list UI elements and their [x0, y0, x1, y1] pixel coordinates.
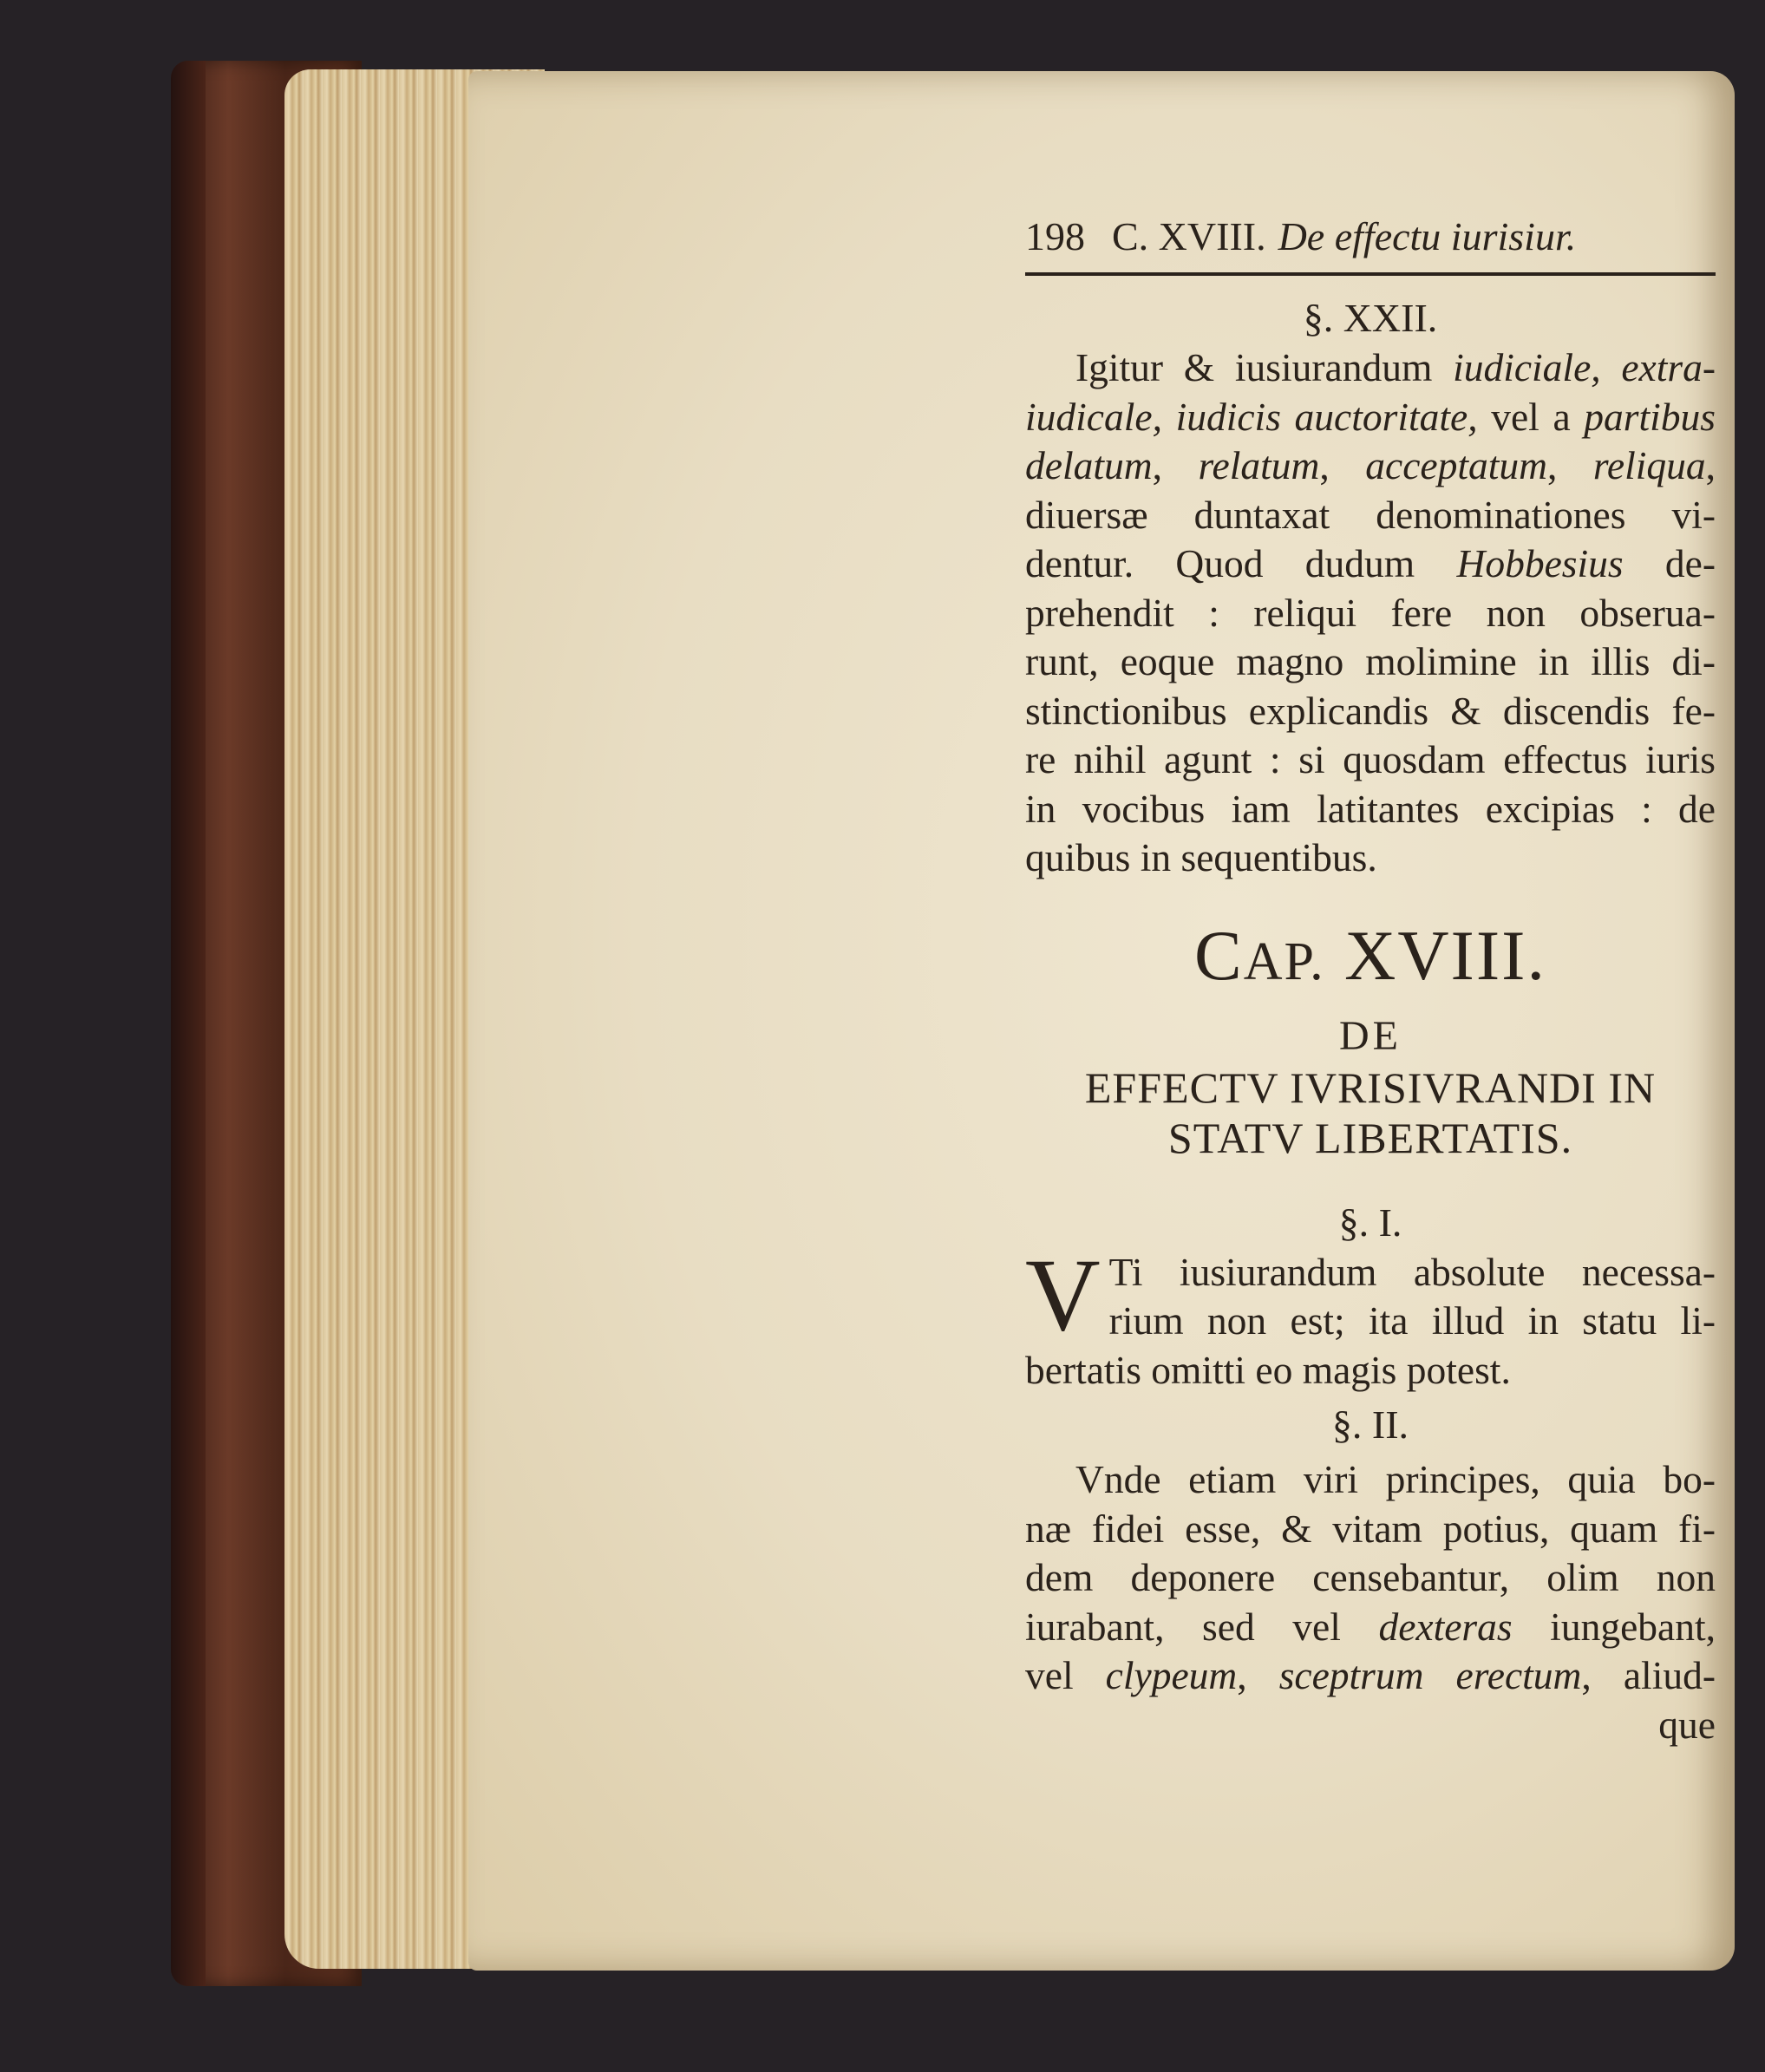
- page-text: [1025, 206, 1716, 1749]
- text-line: re nihil agunt : si quosdam effectus iuris: [1025, 737, 1716, 781]
- section-xxii-text: [1025, 343, 1716, 883]
- text-line: iudicale, iudicis auctoritate, vel a partibus: [1025, 394, 1716, 439]
- text-line: Ti iusiurandum absolute necessa-: [1108, 1249, 1716, 1294]
- chapter-heading: CAP. XVIII.: [1194, 915, 1546, 995]
- drop-capital: V: [1025, 1236, 1101, 1352]
- section-mark-ii: §. II.: [1331, 1402, 1409, 1447]
- page-number: 198: [1025, 214, 1085, 258]
- section-i-text: [1025, 1236, 1716, 1395]
- text-line: delatum, relatum, acceptatum, reliqua,: [1025, 443, 1716, 487]
- text-line: quibus in sequentibus.: [1025, 835, 1377, 879]
- text-line: stinctionibus explicandis & discendis fe-: [1025, 688, 1716, 733]
- text-line: rium non est; ita illud in statu li-: [1108, 1298, 1716, 1343]
- chapter-number: XVIII.: [1344, 915, 1546, 995]
- chapter-title-de: DE: [1339, 1012, 1402, 1059]
- running-head-title: De effectu iurisiur.: [1278, 214, 1577, 258]
- text-line: dentur. Quod dudum Hobbesius de-: [1025, 541, 1716, 585]
- text-line: diuersæ duntaxat denominationes vi-: [1025, 492, 1716, 537]
- text-line: bertatis omitti eo magis potest.: [1025, 1347, 1511, 1392]
- running-head-chapter: C. XVIII.: [1112, 214, 1266, 258]
- section-mark-i: §. I.: [1338, 1199, 1402, 1245]
- text-line: in vocibus iam latitantes excipias : de: [1025, 786, 1716, 831]
- text-line: prehendit : reliqui fere non obserua-: [1025, 590, 1716, 635]
- cover-spine-edge: [171, 61, 206, 1986]
- section-ii-text: [1025, 1455, 1716, 1701]
- catchword: que: [1658, 1702, 1716, 1747]
- text-line: vel clypeum, sceptrum erectum, aliud-: [1025, 1653, 1716, 1697]
- chapter-title-line-1: EFFECTV IVRISIVRANDI IN: [1084, 1062, 1657, 1112]
- running-head: [1025, 206, 1716, 267]
- section-mark-xxii: §. XXII.: [1303, 296, 1438, 340]
- text-line: iurabant, sed vel dexteras iungebant,: [1025, 1604, 1716, 1649]
- text-line: dem deponere censebantur, olim non: [1025, 1555, 1716, 1599]
- text-line: runt, eoque magno molimine in illis di-: [1025, 639, 1716, 683]
- chapter-title-line-2: STATV LIBERTATIS.: [1167, 1113, 1573, 1162]
- head-rule: [1025, 272, 1716, 276]
- text-line: Vnde etiam viri principes, quia bo-: [1075, 1457, 1716, 1501]
- text-line: Igitur & iusiurandum iudiciale, extra-: [1075, 345, 1716, 389]
- text-line: næ fidei esse, & vitam potius, quam fi-: [1025, 1506, 1716, 1551]
